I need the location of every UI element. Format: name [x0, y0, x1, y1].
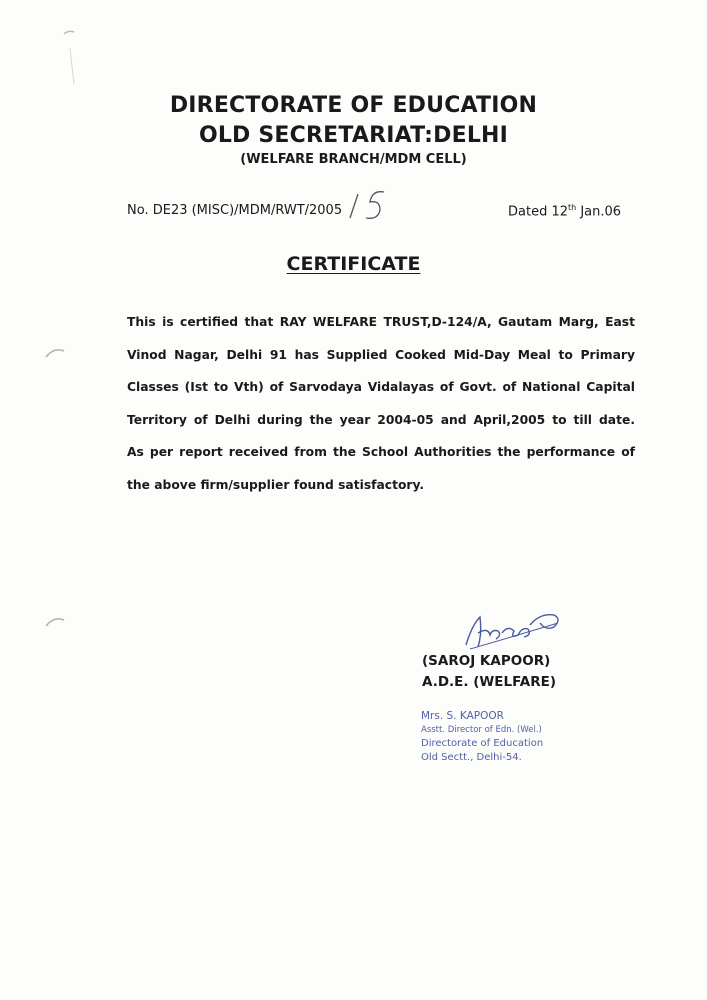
body-line: the above firm/supplier found satisfactory. — [127, 477, 425, 492]
signatory-block — [422, 651, 556, 693]
body-line: Territory of Delhi during the year 2004-05 and April,2005 to till date. — [127, 412, 635, 427]
date-suffix: Jan.06 — [576, 204, 622, 220]
body-line: Vinod Nagar, Delhi 91 has Supplied Cooked Mid-Day Meal to Primary — [127, 347, 635, 362]
certificate-title-text: CERTIFICATE — [286, 253, 421, 275]
signatory-name: (SAROJ KAPOOR) — [422, 653, 551, 669]
organization-branch: (WELFARE BRANCH/MDM CELL) — [240, 152, 467, 167]
handwritten-reference-suffix — [346, 188, 396, 224]
date-ordinal: th — [568, 203, 577, 212]
official-stamp — [421, 709, 543, 765]
date-prefix: Dated 12 — [508, 204, 568, 220]
organization-name: DIRECTORATE OF EDUCATION — [169, 93, 538, 118]
punch-hole-mark-lower — [44, 614, 68, 630]
signatory-designation: A.D.E. (WELFARE) — [422, 674, 557, 690]
scan-mark-top — [60, 28, 82, 88]
stamp-designation: Asstt. Director of Edn. (Wel.) — [421, 725, 542, 735]
date-line — [508, 203, 621, 219]
punch-hole-mark-upper — [44, 345, 68, 361]
body-line: This is certified that RAY WELFARE TRUST,D-124/A, Gautam Marg, East — [127, 315, 635, 329]
stamp-office: Directorate of Education — [421, 738, 544, 749]
certificate-body — [127, 312, 635, 508]
stamp-address: Old Sectt., Delhi-54. — [421, 752, 522, 763]
reference-number: No. DE23 (MISC)/MDM/RWT/2005 — [127, 203, 343, 218]
stamp-name: Mrs. S. KAPOOR — [421, 710, 504, 722]
certificate-title — [0, 253, 707, 275]
body-line: Classes (Ist to Vth) of Sarvodaya Vidalayas of Govt. of National Capital — [127, 380, 635, 395]
body-line: As per report received from the School Authorities the performance of — [127, 445, 635, 460]
signature — [458, 605, 568, 653]
organization-location: OLD SECRETARIAT:DELHI — [198, 123, 509, 148]
